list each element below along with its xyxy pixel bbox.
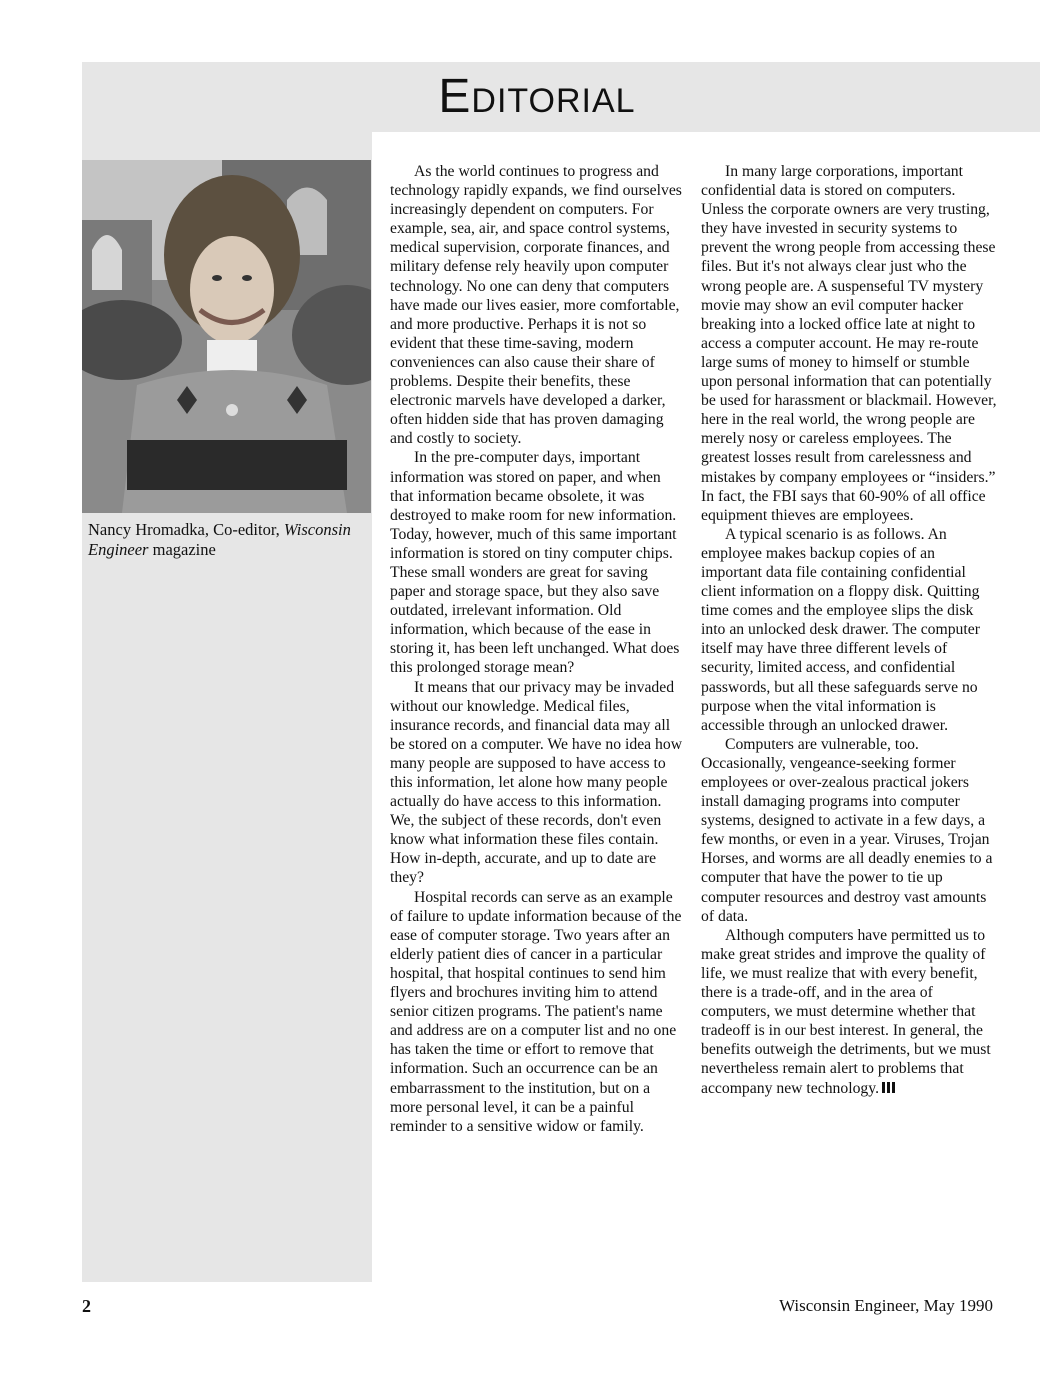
footer-publication: Wisconsin Engineer, May 1990: [779, 1296, 993, 1315]
page-number: 2: [82, 1296, 91, 1316]
paragraph: A typical scenario is as follows. An employee makes backup copies of an important data file containing confidential client information on a floppy disk. Quitting time comes and the employee slips the disk into an unlocked desk drawer. The computer itself may have three different levels of security, limited access, and confidential passwords, but all these safeguards serve no purpose when the vital information is accessible through an unlocked drawer.: [701, 525, 980, 734]
article-column-1: [390, 162, 686, 1136]
paragraph: In the pre-computer days, important information was stored on paper, and when that information became obsolete, it was destroyed to make room for new information. Today, however, much of this same important information is stored on tiny computer chips. These small wonders are great for saving paper and storage space, but they also save outdated, irrelevant information. Old information, which because of the ease in storing it, has been left unchanged. What does this prolonged storage mean?: [390, 449, 680, 677]
article-column-2: [701, 162, 997, 1098]
portrait-photo-icon: [82, 160, 371, 513]
page-title: Editorial: [438, 70, 636, 123]
portrait-illustration: [82, 160, 371, 513]
paragraph: In many large corporations, important confidential data is stored on computers. Unless the corporate owners are very trusting, they have invested in security systems to prevent the wrong people from accessing these files. But it's not always clear just who the wrong people are. A suspenseful TV mystery movie may show an evil computer hacker breaking into a locked office late at night to access a computer account. He may re-route large sums of money to himself or stumble upon personal information that can potentially be used for harassment or blackmail. However, here in the real world, the wrong people are merely nosy or careless employees. The greatest losses result from carelessness and mistakes by company employees or “insiders.” In fact, the FBI says that 60-90% of all office equipment thieves are employees.: [701, 163, 997, 524]
paragraph-text: Although computers have permitted us to make great strides and improve the quality of life, we must realize that with every benefit, there is a trade-off, and in the area of computers, we must determine whether that tradeoff is in our best interest. In general, the benefits outweigh the detriments, but we must nevertheless remain alert to problems that accompany new technology.: [701, 926, 991, 1097]
paragraph: It means that our privacy may be invaded without our knowledge. Medical files, insurance records, and financial data may all be stored on a computer. We have no idea how many people are supposed to have access to this information, let alone how many people actually do have access to this information. We, the subject of these records, don't even know what information these files contain. How in-depth, accurate, and up to date are they?: [390, 678, 683, 887]
paragraph-final: [701, 926, 997, 1098]
caption-name: Nancy Hromadka, Co-editor,: [88, 520, 284, 539]
paragraph: As the world continues to progress and technology rapidly expands, we find ourselves increasingly dependent on computers. For example, sea, air, and space control systems, medical supervision, corporate finances, and military defense rely heavily upon computer technology. No one can deny that computers have made our lives easier, more comfortable, and more productive. Perhaps it is not so evident that these time-saving, modern conveniences can also cause their share of problems. Despite their benefits, these electronic marvels have developed a darker, often hidden side that has proven damaging and costly to society.: [390, 163, 682, 448]
paragraph: Hospital records can serve as an example of failure to update information because of the ease of computer storage. Two years after an elderly patient dies of cancer in a particular hospital, that hospital continues to send him flyers and brochures inviting him to attend senior citizen programs. The patient's name and address are on a computer list and no one has taken the time or effort to remove that information. Such an occurrence can be an embarrassment to the institution, but on a more personal level, it can be a painful reminder to a sensitive widow or family.: [390, 888, 682, 1135]
photo-caption: [88, 520, 368, 560]
caption-suffix: magazine: [148, 540, 216, 559]
caption-publication: Wisconsin Engineer: [88, 520, 351, 559]
paragraph: Computers are vulnerable, too. Occasionally, vengeance-seeking former employees or over-zealous practical jokers install damaging programs into computer systems, designed to activate in a few days, a few months, or even in a year. Viruses, Trojan Horses, and worms are all deadly enemies to a computer that have the power to tie up computer resources and destroy vast amounts of data.: [701, 735, 993, 925]
end-mark-icon: [882, 1082, 895, 1093]
